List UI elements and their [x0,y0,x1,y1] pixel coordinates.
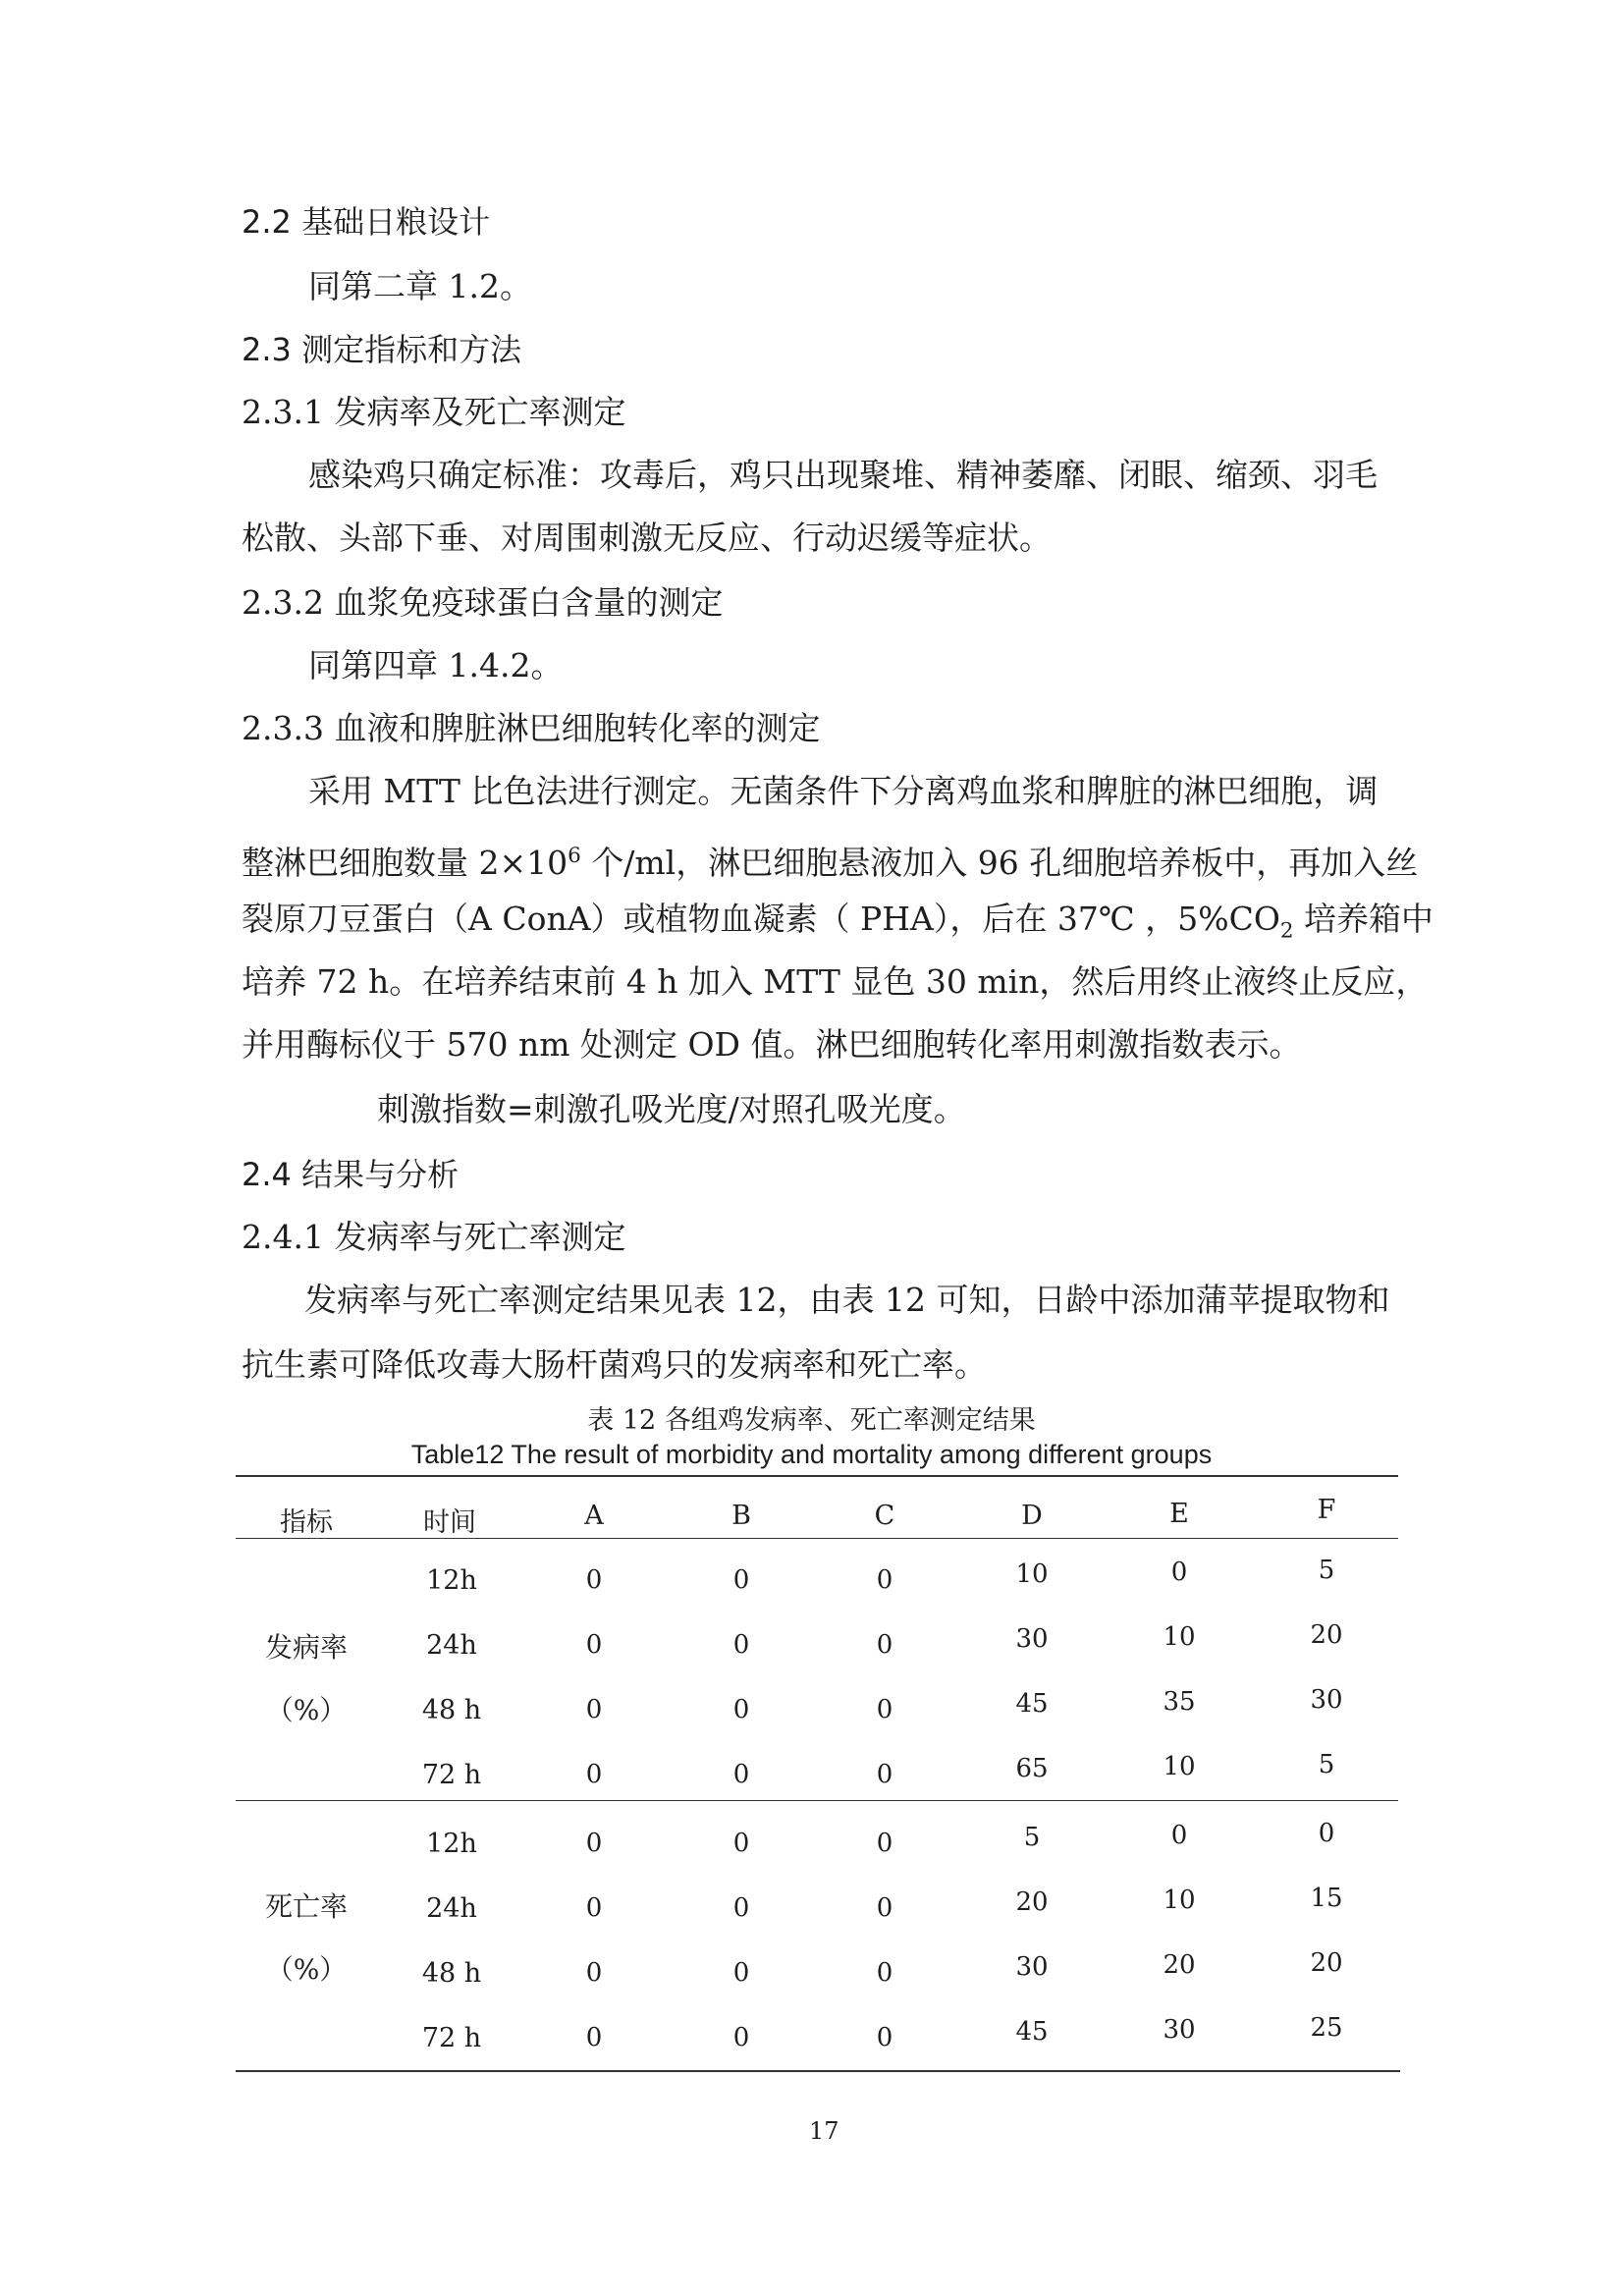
table-cell-value: 30 [1163,2015,1196,2045]
table-group-divider [236,1800,1398,1801]
table-cell-value: 10 [1163,1752,1196,1781]
table-cell-value: 0 [876,1829,893,1858]
table-cell-value: 0 [732,1829,750,1858]
table-top-rule [236,1475,1398,1477]
section-2-3-2-body: 同第四章 1.4.2。 [308,646,564,684]
table-cell-value: 30 [1015,1624,1049,1654]
table-cell-value: 0 [585,1630,603,1660]
table-cell-value: 5 [1318,1556,1335,1585]
table-cell-value: 65 [1015,1754,1049,1783]
table-caption-en: Table12 The result of morbidity and mortality among different groups [410,1440,1213,1469]
table-cell-value: 0 [876,1760,893,1789]
section-2-3-heading: 2.3 测定指标和方法 [242,331,522,368]
table-header-b: B [731,1501,751,1531]
table-cell-time: 12h [426,1565,477,1596]
table-cell-value: 0 [876,1630,893,1660]
group-label-morbidity: 发病率 （%） [264,1631,348,1726]
table-cell-value: 30 [1310,1685,1343,1715]
section-2-3-3-line1: 采用 MTT 比色法进行测定。无菌条件下分离鸡血浆和脾脏的淋巴细胞，调 [308,772,1379,810]
table-cell-value: 0 [732,1958,750,1988]
section-2-4-1-heading: 2.4.1 发病率与死亡率测定 [242,1218,626,1256]
section-2-3-1-body-line2: 松散、头部下垂、对周围刺激无反应、行动迟缓等症状。 [242,519,1052,557]
table-cell-value: 10 [1163,1886,1196,1915]
table-cell-value: 20 [1310,1620,1343,1650]
table-cell-value: 0 [1170,1821,1188,1850]
section-2-3-2-heading: 2.3.2 血浆免疫球蛋白含量的测定 [242,583,724,622]
table-cell-value: 5 [1318,1750,1335,1779]
stimulation-index-formula: 刺激指数=刺激孔吸光度/对照孔吸光度。 [377,1090,966,1128]
table-cell-value: 0 [876,1958,893,1988]
section-2-3-3-line5: 并用酶标仪于 570 nm 处测定 OD 值。淋巴细胞转化率用刺激指数表示。 [242,1025,1302,1064]
table-cell-value: 45 [1015,2017,1049,2047]
table-header-a: A [584,1501,604,1531]
table-header-f: F [1317,1495,1336,1525]
table-cell-value: 20 [1015,1887,1049,1917]
table-cell-value: 20 [1310,1948,1343,1978]
table-cell-value: 35 [1163,1687,1196,1717]
table-cell-value: 0 [876,2023,893,2052]
table-cell-value: 0 [732,1695,750,1724]
table-cell-value: 0 [876,1893,893,1923]
table-cell-value: 0 [732,1565,750,1595]
section-2-2-heading: 2.2 基础日粮设计 [242,203,491,241]
table-cell-value: 0 [585,1760,603,1789]
section-2-3-3-line3: 裂原刀豆蛋白（A ConA）或植物血凝素（ PHA），后在 37℃ ，$5\%CO_2$ 培养箱中 [242,900,1434,944]
table-cell-value: 25 [1310,2013,1343,2043]
table-cell-value: 0 [876,1565,893,1595]
table-header-d: D [1021,1501,1043,1531]
table-cell-value: 0 [876,1695,893,1724]
table-cell-value: 30 [1015,1952,1049,1982]
table-cell-value: 0 [585,1565,603,1595]
table-cell-value: 0 [585,1829,603,1858]
table-cell-time: 72 h [421,2023,482,2053]
table-cell-value: 0 [732,1630,750,1660]
section-2-4-1-line1: 发病率与死亡率测定结果见表 12，由表 12 可知，日龄中添加蒲苹提取物和 [304,1281,1390,1319]
table-cell-value: 15 [1310,1884,1343,1913]
table-cell-time: 12h [426,1829,477,1859]
table-cell-value: 0 [1318,1819,1335,1848]
table-header-time: 时间 [423,1507,476,1538]
table-cell-time: 24h [426,1893,477,1924]
section-2-4-heading: 2.4 结果与分析 [242,1156,460,1193]
section-2-3-3-line2: 整淋巴细胞数量 $2\times 10^6$ 个/ml，淋巴细胞悬液加入 96 孔细胞培养板中，再加入丝 [242,844,1419,882]
table-cell-value: 0 [1170,1558,1188,1587]
table-cell-value: 0 [585,2023,603,2052]
table-cell-value: 0 [585,1695,603,1724]
table-cell-time: 48 h [421,1958,482,1989]
table-header-c: C [874,1501,895,1531]
section-2-4-1-line2: 抗生素可降低攻毒大肠杆菌鸡只的发病率和死亡率。 [242,1345,987,1384]
table-cell-time: 48 h [421,1695,482,1725]
table-caption-cn: 表 12 各组鸡发病率、死亡率测定结果 [587,1405,1036,1436]
section-2-3-1-body-line1: 感染鸡只确定标准：攻毒后，鸡只出现聚堆、精神萎靡、闭眼、缩颈、羽毛 [308,456,1378,494]
page-number: 17 [809,2117,839,2145]
table-header-indicator: 指标 [280,1507,333,1538]
table-cell-time: 24h [426,1630,477,1661]
group-label-mortality: 死亡率 （%） [264,1890,348,1986]
table-cell-value: 0 [732,1893,750,1923]
table-cell-value: 0 [585,1893,603,1923]
table-cell-value: 0 [585,1958,603,1988]
table-cell-value: 10 [1015,1559,1049,1589]
table-cell-value: 45 [1015,1689,1049,1719]
table-cell-time: 72 h [421,1760,482,1790]
table-cell-value: 5 [1023,1823,1041,1852]
section-2-3-1-heading: 2.3.1 发病率及死亡率测定 [242,393,626,431]
table-cell-value: 10 [1163,1622,1196,1652]
table-cell-value: 0 [732,1760,750,1789]
table-cell-value: 0 [732,2023,750,2052]
table-cell-value: 20 [1163,1950,1196,1980]
section-2-3-3-line4: 培养 72 h。在培养结束前 4 h 加入 MTT 显色 30 min，然后用终止液终止反应， [242,962,1429,1001]
table-header-e: E [1169,1499,1189,1529]
section-2-2-body: 同第二章 1.2。 [308,267,532,305]
table-bottom-rule [236,2070,1400,2072]
section-2-3-3-heading: 2.3.3 血液和脾脏淋巴细胞转化率的测定 [242,709,821,747]
